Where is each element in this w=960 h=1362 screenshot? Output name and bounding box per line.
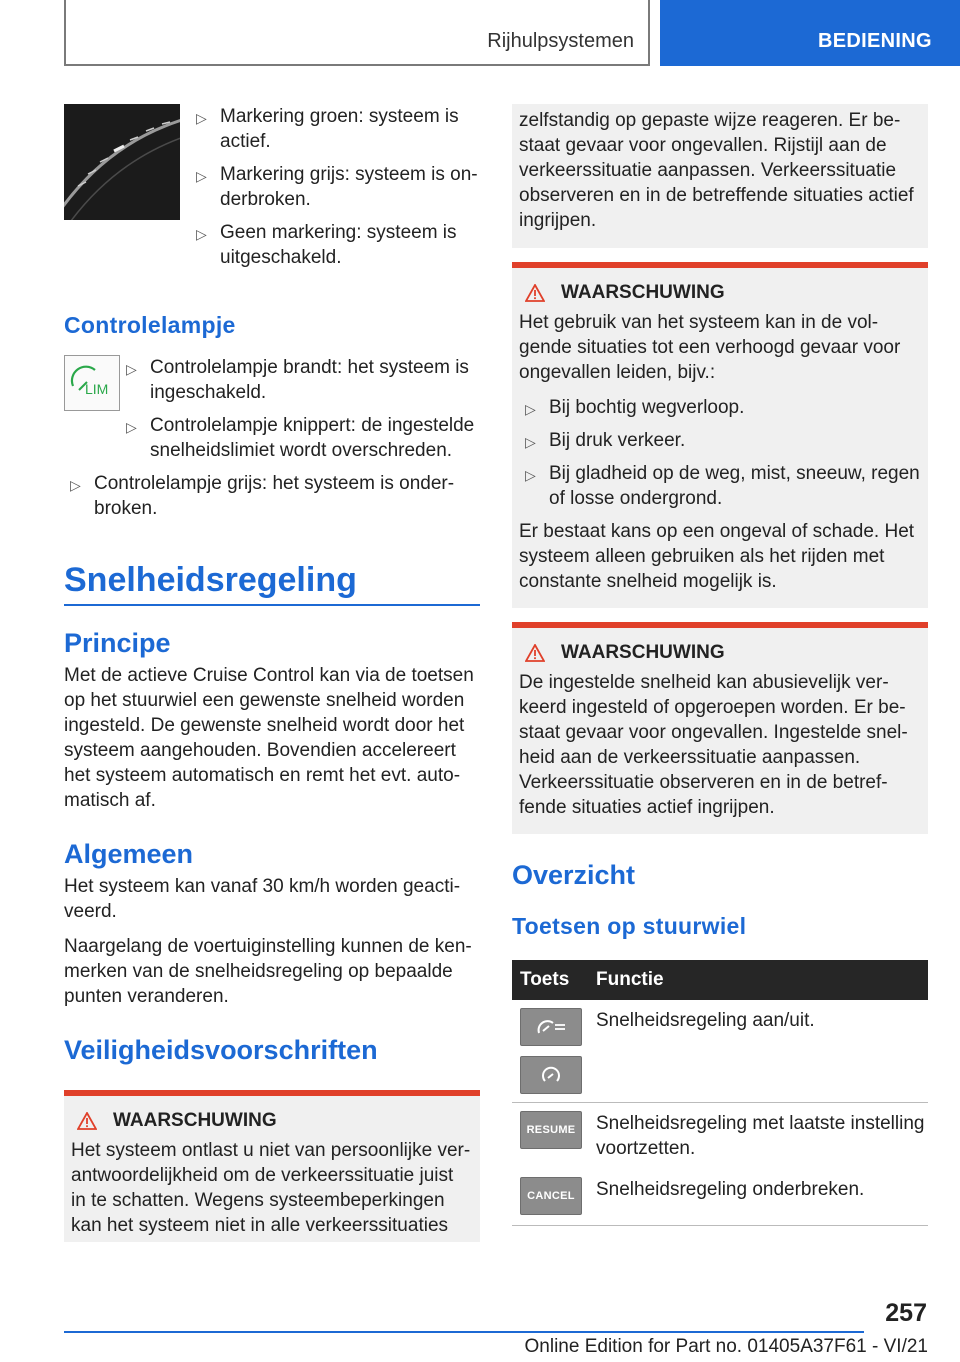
warning-box-2 bbox=[512, 622, 928, 834]
algemeen-text-1: Het systeem kan vanaf 30 km/h worden geactiveerd. bbox=[64, 876, 461, 922]
warning-title: WAARSCHUWING bbox=[71, 1110, 473, 1132]
continued-warning-box bbox=[512, 104, 928, 248]
warning-title: WAARSCHUWING bbox=[519, 642, 921, 664]
cruise-limiter-key bbox=[520, 1056, 582, 1094]
warning-title: WAARSCHUWING bbox=[519, 282, 921, 304]
warning-outro: Er bestaat kans op een ongeval of schade. Het systeem alleen gebruiken als het rijden met constante snelheid mogelijk is. bbox=[519, 521, 915, 592]
lim-text: LIM bbox=[85, 381, 109, 397]
keys-table bbox=[512, 960, 928, 1226]
triangle-bullet-icon: ▷ bbox=[196, 226, 207, 242]
table-header-key: Toets bbox=[512, 960, 588, 1000]
algemeen-text-2: Naargelang de voertuiginstelling kunnen de kenmerken van de snelheidsregeling op bepaalde punten veranderen. bbox=[64, 936, 472, 1007]
table-row bbox=[512, 1169, 928, 1226]
table-row bbox=[512, 1000, 928, 1103]
table-row bbox=[512, 1103, 928, 1170]
cancel-key: CANCEL bbox=[520, 1177, 582, 1215]
table-cell-function: Snelheidsregeling onderbreken. bbox=[588, 1169, 928, 1226]
warning-triangle-icon bbox=[525, 644, 545, 662]
continued-warning-text: zelfstandig op gepaste wijze reageren. Er bestaat gevaar voor ongevallen. Rijstijl aan de verkeerssituatie aanpassen. Verkeerssituatie observeren en in de betreffende situaties actief ingrijpen. bbox=[519, 110, 914, 231]
left-column bbox=[64, 104, 480, 1242]
triangle-bullet-icon: ▷ bbox=[196, 110, 207, 126]
triangle-bullet-icon: ▷ bbox=[525, 434, 536, 450]
triangle-bullet-icon: ▷ bbox=[70, 477, 81, 493]
cruise-control-icon bbox=[531, 1015, 571, 1039]
list-item: ▷ Markering grijs: systeem is onderbroken. bbox=[196, 164, 478, 210]
section-title: Snelheidsregeling bbox=[64, 561, 357, 599]
algemeen-heading: Algemeen bbox=[64, 839, 194, 869]
table-header-function: Functie bbox=[588, 960, 928, 1000]
table-cell-key bbox=[512, 1169, 588, 1226]
overzicht-heading: Overzicht bbox=[512, 860, 636, 890]
warning-bullet-list bbox=[519, 395, 921, 511]
warning-box-left bbox=[64, 1090, 480, 1242]
table-cell-function: Snelheidsregeling aan/uit. bbox=[588, 1000, 928, 1103]
page-number: 257 bbox=[885, 1299, 927, 1327]
warning-text: De ingestelde snelheid kan abusievelijk verkeerd ingesteld of opgeroepen worden. Er bestaat gevaar voor ongevallen. Ingestelde snelheid aan de verkeerssituatie aanpassen. Verkeerssituatie observeren en in de betreffende situaties actief ingrijpen. bbox=[519, 672, 908, 818]
list-item: ▷ Controlelampje grijs: het systeem is onderbroken. bbox=[70, 473, 455, 519]
principe-heading: Principe bbox=[64, 628, 171, 658]
section-title-block bbox=[64, 561, 480, 606]
marking-block bbox=[64, 104, 480, 278]
header-section-tab bbox=[64, 0, 650, 66]
triangle-bullet-icon: ▷ bbox=[525, 401, 536, 417]
warning-text: Het systeem ontlast u niet van persoonlijke verantwoordelijkheid om de verkeerssituatie juist in te schatten. Wegens systeembeperkingen kan het systeem niet in alle verkeerssituaties bbox=[71, 1140, 471, 1236]
header-section-label: Rijhulpsystemen bbox=[487, 30, 634, 52]
triangle-bullet-icon: ▷ bbox=[126, 361, 137, 377]
speed-limiter-icon bbox=[531, 1063, 571, 1087]
list-item: ▷ Controlelampje brandt: het systeem is ingeschakeld. bbox=[126, 357, 469, 403]
list-item: ▷ Bij gladheid op de weg, mist, sneeuw, regen of losse ondergrond. bbox=[525, 463, 920, 509]
speedometer-marking-image bbox=[64, 104, 180, 220]
controlelampje-bullet-list bbox=[120, 355, 478, 471]
warning-triangle-icon bbox=[525, 284, 545, 302]
list-item: ▷ Geen markering: systeem is uitgeschakeld. bbox=[196, 222, 457, 268]
header-chapter-tab bbox=[660, 0, 960, 66]
speedometer-arc-icon bbox=[64, 104, 180, 220]
table-cell-function: Snelheidsregeling met laatste instelling voortzetten. bbox=[596, 1113, 925, 1159]
controlelampje-full-bullet bbox=[64, 471, 480, 521]
veiligheid-heading: Veiligheidsvoorschriften bbox=[64, 1035, 378, 1065]
triangle-bullet-icon: ▷ bbox=[126, 419, 137, 435]
list-item: ▷ Bij bochtig wegverloop. bbox=[519, 395, 921, 420]
principe-text: Met de actieve Cruise Control kan via de toetsen op het stuurwiel een gewenste snelheid worden ingesteld. De gewenste snelheid wordt door het systeem aangehouden. Bovendien accelereert het systeem automatisch en remt het evt. automatisch af. bbox=[64, 665, 474, 811]
right-column bbox=[512, 104, 928, 1226]
header-chapter-label: BEDIENING bbox=[818, 30, 932, 52]
marking-bullet-list bbox=[190, 104, 480, 278]
cruise-on-off-key bbox=[520, 1008, 582, 1046]
triangle-bullet-icon: ▷ bbox=[525, 467, 536, 483]
warning-triangle-icon bbox=[77, 1112, 97, 1130]
table-cell-key bbox=[512, 1000, 588, 1103]
list-item: ▷ Markering groen: systeem is actief. bbox=[196, 106, 459, 152]
lim-indicator-image bbox=[64, 355, 120, 411]
resume-key: RESUME bbox=[520, 1111, 582, 1149]
footer-edition-text: Online Edition for Part no. 01405A37F61 - VI/21 bbox=[524, 1336, 928, 1357]
list-item: ▷ Bij druk verkeer. bbox=[519, 428, 921, 453]
controlelampje-block bbox=[64, 355, 480, 471]
warning-intro: Het gebruik van het systeem kan in de volgende situaties tot een verhoogd gevaar voor ongevallen leiden, bijv.: bbox=[519, 312, 901, 383]
triangle-bullet-icon: ▷ bbox=[196, 168, 207, 184]
footer-divider bbox=[64, 1331, 864, 1333]
table-cell-key bbox=[512, 1103, 588, 1170]
toetsen-heading: Toetsen op stuurwiel bbox=[512, 913, 747, 939]
controlelampje-heading: Controlelampje bbox=[64, 312, 236, 338]
warning-box-1 bbox=[512, 262, 928, 608]
list-item: ▷ Controlelampje knippert: de ingestelde snelheidslimiet wordt overschreden. bbox=[126, 415, 475, 461]
lim-speedometer-icon bbox=[65, 356, 119, 410]
